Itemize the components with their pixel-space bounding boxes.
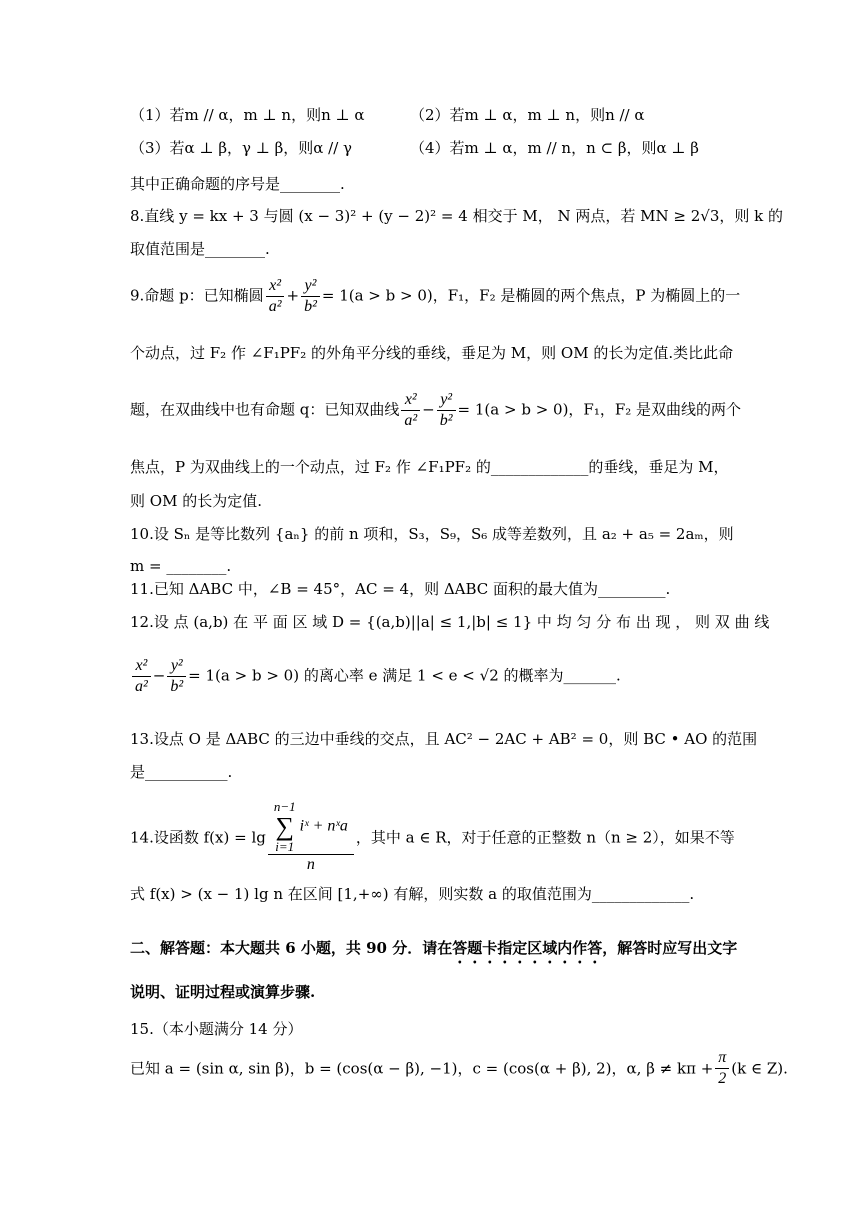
q8-line2: 取值范围是________. [130, 240, 270, 258]
q9-line3: 题，在双曲线中也有命题 q：已知双曲线 $\frac{\text{x²}}{\text{a²}}$ − $\frac{\text{y²}}{\text{b²}}$ = 1(a > b > 0)，F₁，F₂ 是双曲线的两个 [130, 391, 742, 429]
ellipse-frac-y: $\frac{\text{y²}}{\text{b²}}$ [301, 276, 320, 317]
hyperbola-frac-y: $\frac{\text{y²}}{\text{b²}}$ [437, 390, 456, 431]
q9-line2: 个动点，过 F₂ 作 ∠F₁PF₂ 的外角平分线的垂线，垂足为 M，则 OM 的长为定值.类比此命 [130, 344, 734, 362]
q12-line1: 12.设 点 (a,b) 在 平 面 区 域 D = {(a,b)||a| ≤ 1,|b| ≤ 1} 中 均 匀 分 布 出 现 ， 则 双 曲 线 [130, 613, 770, 631]
q14-fraction: n−1 ∑ i=1 iˣ + nˣa n [268, 800, 354, 875]
emphasis-dotted-text: 答题卡指定区域内作答 [452, 939, 603, 957]
hyperbola-frac-x: $\frac{\text{x²}}{\text{a²}}$ [401, 390, 420, 431]
q9-text-c: 题，在双曲线中也有命题 q：已知双曲线 [130, 400, 400, 419]
item-3: （3）若α ⊥ β，γ ⊥ β，则α // γ [130, 139, 353, 157]
item-4: （4）若m ⊥ α，m // n，n ⊂ β，则α ⊥ β [410, 139, 699, 157]
q9-line5: 则 OM 的长为定值. [130, 492, 262, 510]
q15-header: 15.（本小题满分 14 分） [130, 1020, 303, 1038]
q9-line4: 焦点，P 为双曲线上的一个动点，过 F₂ 作 ∠F₁PF₂ 的_____________的垂线，垂足为 M， [130, 458, 729, 476]
ellipse-frac-x: $\frac{\text{x²}}{\text{a²}}$ [266, 276, 285, 317]
q15-given: 已知 a = (sin α, sin β)，b = (cos(α − β), −1)，c = (cos(α + β), 2)，α, β ≠ kπ + $\frac{\pi}{2}$ (k ∈ Z). [130, 1049, 788, 1087]
q8-line1: 8.直线 y = kx + 3 与圆 (x − 3)² + (y − 2)² = 4 相交于 M， N 两点，若 MN ≥ 2√3，则 k 的 [130, 207, 783, 225]
item-1: （1）若m // α，m ⊥ n，则n ⊥ α [130, 106, 365, 124]
summation-symbol: n−1 ∑ i=1 [273, 799, 296, 854]
q12-line2: $\frac{\text{x²}}{\text{a²}}$ − $\frac{\text{y²}}{\text{b²}}$ = 1(a > b > 0) 的离心率 e 满足 1 < e < √2 的概率为_______. [130, 656, 621, 697]
q13-line1: 13.设点 O 是 ΔABC 的三边中垂线的交点，且 AC² − 2AC + AB² = 0，则 BC • AO 的范围 [130, 730, 758, 748]
q14-line2: 式 f(x) > (x − 1) lg n 在区间 [1,+∞) 有解，则实数 a 的取值范围为_____________. [130, 885, 695, 903]
section-2-heading-line2: 说明、证明过程或演算步骤. [130, 983, 316, 1001]
q9-text-a: 9.命题 p：已知椭圆 [130, 286, 264, 305]
q14-line1 [130, 800, 735, 875]
q10-line2: m = ________. [130, 557, 232, 575]
q10-line1: 10.设 Sₙ 是等比数列 {aₙ} 的前 n 项和，S₃，S₉，S₆ 成等差数列，且 a₂ + a₅ = 2aₘ，则 [130, 525, 734, 543]
pi-over-2: $\frac{\pi}{2}$ [715, 1048, 729, 1089]
q14-text-a: 14.设函数 f(x) = lg [130, 828, 266, 847]
item-2: （2）若m ⊥ α，m ⊥ n，则n // α [410, 106, 645, 124]
q12-frac-y: $\frac{\text{y²}}{\text{b²}}$ [167, 656, 186, 697]
q12-frac-x: $\frac{\text{x²}}{\text{a²}}$ [132, 656, 151, 697]
q9-line1: 9.命题 p：已知椭圆 $\frac{\text{x²}}{\text{a²}}$ + $\frac{\text{y²}}{\text{b²}}$ = 1(a > b > 0)，F₁，F₂ 是椭圆的两个焦点，P 为椭圆上的一 [130, 277, 741, 315]
q12-text: = 1(a > b > 0) 的离心率 e 满足 1 < e < √2 的概率为_______. [188, 666, 621, 685]
q9-text-b: = 1(a > b > 0)，F₁，F₂ 是椭圆的两个焦点，P 为椭圆上的一 [321, 286, 741, 305]
q9-text-d: = 1(a > b > 0)，F₁，F₂ 是双曲线的两个 [457, 400, 742, 419]
q7-conclusion: 其中正确命题的序号是________. [130, 175, 345, 193]
q14-text-b: ，其中 a ∈ R，对于任意的正整数 n（n ≥ 2），如果不等 [355, 828, 735, 847]
section-2-heading: 二、解答题：本大题共 6 小题，共 90 分．请在答题卡指定区域内作答，解答时应写出文字 [130, 939, 738, 957]
q11: 11.已知 ΔABC 中，∠B = 45°，AC = 4，则 ΔABC 面积的最大值为_________. [130, 580, 671, 598]
q13-line2: 是___________. [130, 763, 233, 781]
